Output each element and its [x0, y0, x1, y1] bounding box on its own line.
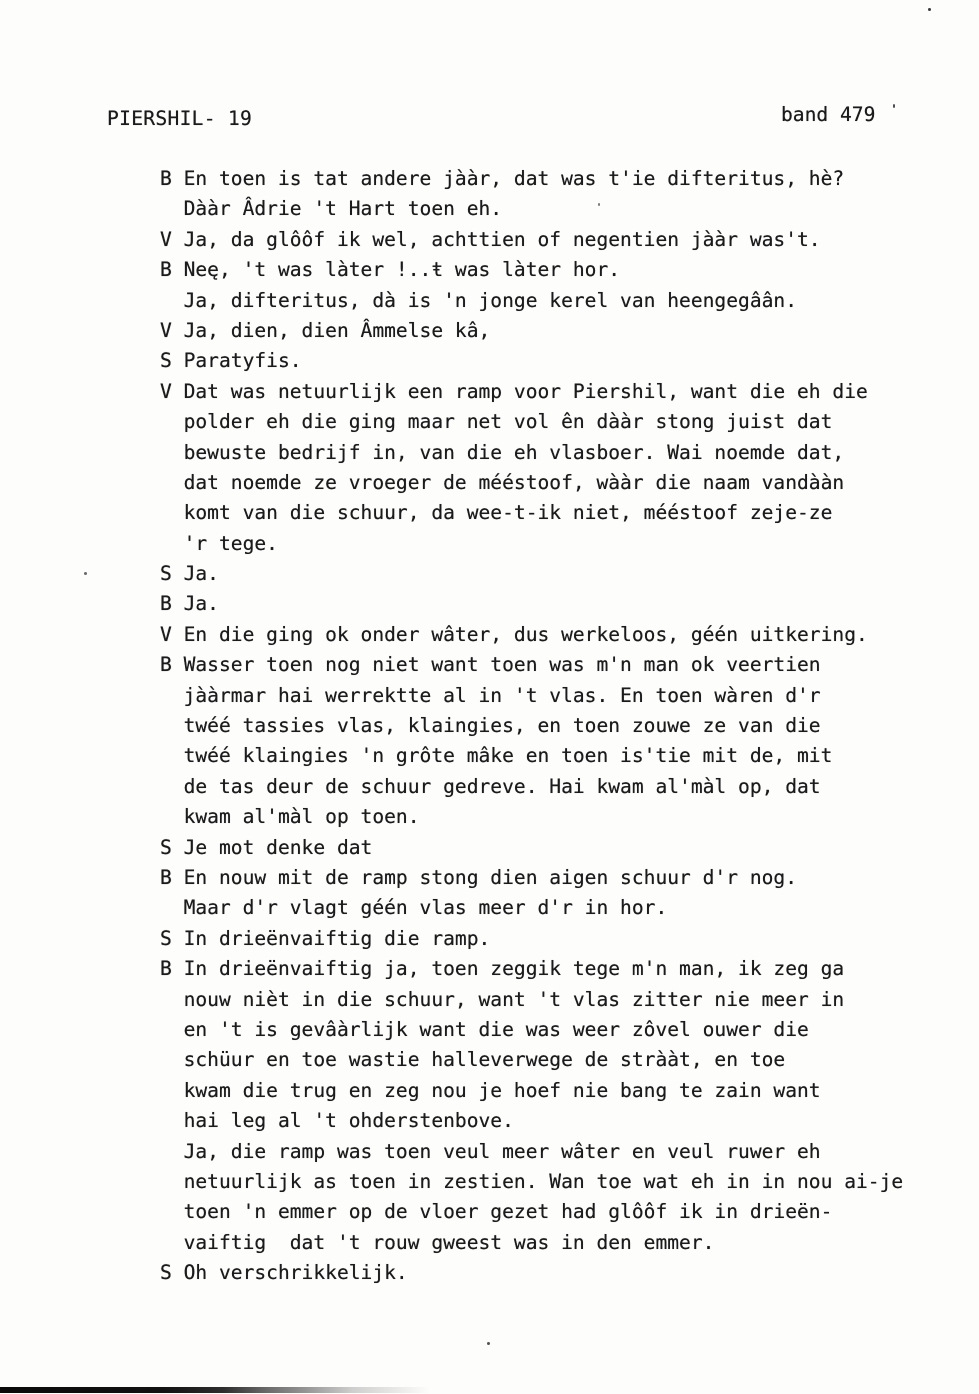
- transcript-line: [160, 164, 950, 194]
- speaker-label: B: [160, 957, 184, 981]
- transcript-line: [160, 1228, 950, 1258]
- speaker-label: B: [160, 258, 184, 282]
- speaker-label: S: [160, 926, 184, 950]
- band-number: band 479: [781, 103, 876, 126]
- line-text: hai leg al 't ohderstenbove.: [183, 1109, 514, 1133]
- ink-speck: [487, 1342, 490, 1345]
- speaker-label: [160, 468, 184, 498]
- transcript-line: [160, 985, 950, 1015]
- line-text: Paratyfis.: [183, 349, 302, 373]
- speaker-label: [160, 438, 184, 468]
- line-text: kwam al'màl op toen.: [183, 805, 420, 829]
- transcript-line: [160, 589, 950, 619]
- line-text: schüur en toe wastie halleverwege de strààt, en toe: [183, 1048, 786, 1072]
- line-text: Neę, 't was làter !..ŧ was làter hor.: [183, 258, 621, 282]
- line-text: twéé klaingies 'n grôte mâke en toen is'tie mit de, mit: [183, 744, 833, 768]
- line-text: 'r tege.: [183, 531, 278, 555]
- transcript-line: [160, 954, 950, 984]
- line-text: dat noemde ze vroeger de mééstoof, wààr die naam vandààn: [183, 470, 845, 494]
- speaker-label: [160, 893, 184, 923]
- speaker-label: [160, 1228, 184, 1258]
- page-title: PIERSHIL- 19: [107, 107, 253, 130]
- line-text: En die ging ok onder wâter, dus werkeloos, géén uitkering.: [183, 622, 868, 646]
- transcript-line: [160, 741, 950, 771]
- speaker-label: [160, 498, 184, 528]
- speaker-label: V: [160, 379, 184, 403]
- line-text: In drieënvaiftig ja, toen zeggik tege m'n man, ik zeg ga: [183, 957, 845, 981]
- transcript-line: [160, 316, 950, 346]
- scan-artifact-bar: [0, 1387, 430, 1393]
- transcript-line: [160, 498, 950, 528]
- transcript-line: [160, 1167, 950, 1197]
- speaker-label: [160, 1045, 184, 1075]
- transcript: [160, 164, 950, 1288]
- line-text: Wasser toen nog niet want toen was m'n man ok veertien: [183, 653, 821, 677]
- speaker-label: [160, 194, 184, 224]
- line-text: Dààr Âdrie 't Hart toen eh.: [183, 197, 503, 221]
- speaker-label: V: [160, 227, 184, 251]
- line-text: Ja.: [183, 562, 219, 586]
- line-text: en 't is gevâàrlijk want die was weer zôvel ouwer die: [183, 1017, 809, 1041]
- speaker-label: [160, 1167, 184, 1197]
- line-text: Ja, difteritus, dà is 'n jonge kerel van heengegâân.: [183, 288, 798, 312]
- transcript-line: [160, 438, 950, 468]
- speaker-label: [160, 772, 184, 802]
- transcript-line: [160, 1106, 950, 1136]
- transcript-line: [160, 1015, 950, 1045]
- transcript-line: [160, 1137, 950, 1167]
- speaker-label: [160, 1106, 184, 1136]
- transcript-line: [160, 772, 950, 802]
- transcript-line: [160, 833, 950, 863]
- transcript-line: [160, 681, 950, 711]
- speaker-label: [160, 529, 184, 559]
- transcript-line: [160, 893, 950, 923]
- transcript-line: [160, 620, 950, 650]
- speaker-label: S: [160, 835, 184, 859]
- transcript-line: [160, 377, 950, 407]
- speaker-label: V: [160, 318, 184, 342]
- speaker-label: V: [160, 622, 184, 646]
- line-text: Dat was netuurlijk een ramp voor Piershil, want die eh die: [183, 379, 868, 403]
- speaker-label: [160, 286, 184, 316]
- speaker-label: B: [160, 653, 184, 677]
- line-text: En nouw mit de ramp stong dien aigen schuur d'r nog.: [183, 865, 798, 889]
- line-text: twéé tassies vlas, klaingies, en toen zouwe ze van die: [183, 714, 821, 738]
- line-text: netuurlijk as toen in zestien. Wan toe wat eh in in nou ai-je: [183, 1169, 904, 1193]
- speaker-label: S: [160, 349, 184, 373]
- line-text: nouw nièt in die schuur, want 't vlas zitter nie meer in: [183, 987, 845, 1011]
- transcript-line: [160, 1258, 950, 1288]
- line-text: In drieënvaiftig die ramp.: [183, 926, 491, 950]
- line-text: de tas deur de schuur gedreve. Hai kwam al'màl op, dat: [183, 774, 821, 798]
- ink-speck: [598, 203, 600, 206]
- speaker-label: B: [160, 167, 184, 190]
- line-text: Ja, dien, dien Âmmelse kâ,: [183, 318, 491, 342]
- line-text: Ja, da glôôf ik wel, achttien of negentien jààr was't.: [183, 227, 821, 251]
- transcript-line: [160, 529, 950, 559]
- transcript-line: [160, 468, 950, 498]
- line-text: Ja, die ramp was toen veul meer wâter en veul ruwer eh: [183, 1139, 821, 1163]
- speaker-label: S: [160, 1261, 184, 1285]
- transcript-line: [160, 1076, 950, 1106]
- transcript-line: [160, 1045, 950, 1075]
- transcript-line: [160, 255, 950, 285]
- speaker-label: [160, 802, 184, 832]
- transcript-line: [160, 559, 950, 589]
- line-text: komt van die schuur, da wee-t-ik niet, mééstoof zeje-ze: [183, 501, 833, 525]
- transcript-line: [160, 924, 950, 954]
- line-text: Oh verschrikkelijk.: [183, 1261, 408, 1285]
- speaker-label: [160, 1197, 184, 1227]
- line-text: bewuste bedrijf in, van die eh vlasboer. Wai noemde dat,: [183, 440, 845, 464]
- transcript-line: [160, 286, 950, 316]
- transcript-line: [160, 407, 950, 437]
- line-text: En toen is tat andere jààr, dat was t'ie difteritus, hè?: [183, 167, 845, 190]
- transcript-line: [160, 225, 950, 255]
- line-text: toen 'n emmer op de vloer gezet had glôôf ik in drieën-: [183, 1200, 833, 1224]
- line-text: Ja.: [183, 592, 219, 616]
- ink-speck: [84, 572, 87, 575]
- ink-speck: [893, 104, 895, 108]
- speaker-label: [160, 741, 184, 771]
- transcript-line: [160, 863, 950, 893]
- speaker-label: [160, 985, 184, 1015]
- ink-speck: [928, 8, 931, 11]
- line-text: Je mot denke dat: [183, 835, 373, 859]
- transcript-line: [160, 711, 950, 741]
- speaker-label: B: [160, 592, 184, 616]
- line-text: polder eh die ging maar net vol ên dààr stong juist dat: [183, 410, 833, 434]
- transcript-line: [160, 346, 950, 376]
- line-text: kwam die trug en zeg nou je hoef nie bang te zain want: [183, 1078, 821, 1102]
- speaker-label: S: [160, 562, 184, 586]
- speaker-label: [160, 711, 184, 741]
- line-text: Maar d'r vlagt géén vlas meer d'r in hor.: [183, 896, 668, 920]
- line-text: jààrmar hai werrektte al in 't vlas. En toen wàren d'r: [183, 683, 821, 707]
- transcript-line: [160, 1197, 950, 1227]
- speaker-label: [160, 681, 184, 711]
- transcript-line: [160, 802, 950, 832]
- speaker-label: [160, 1137, 184, 1167]
- transcript-line: [160, 650, 950, 680]
- speaker-label: [160, 1015, 184, 1045]
- transcript-line: [160, 194, 950, 224]
- line-text: vaiftig dat 't rouw gweest was in den emmer.: [183, 1230, 715, 1254]
- speaker-label: B: [160, 865, 184, 889]
- speaker-label: [160, 1076, 184, 1106]
- speaker-label: [160, 407, 184, 437]
